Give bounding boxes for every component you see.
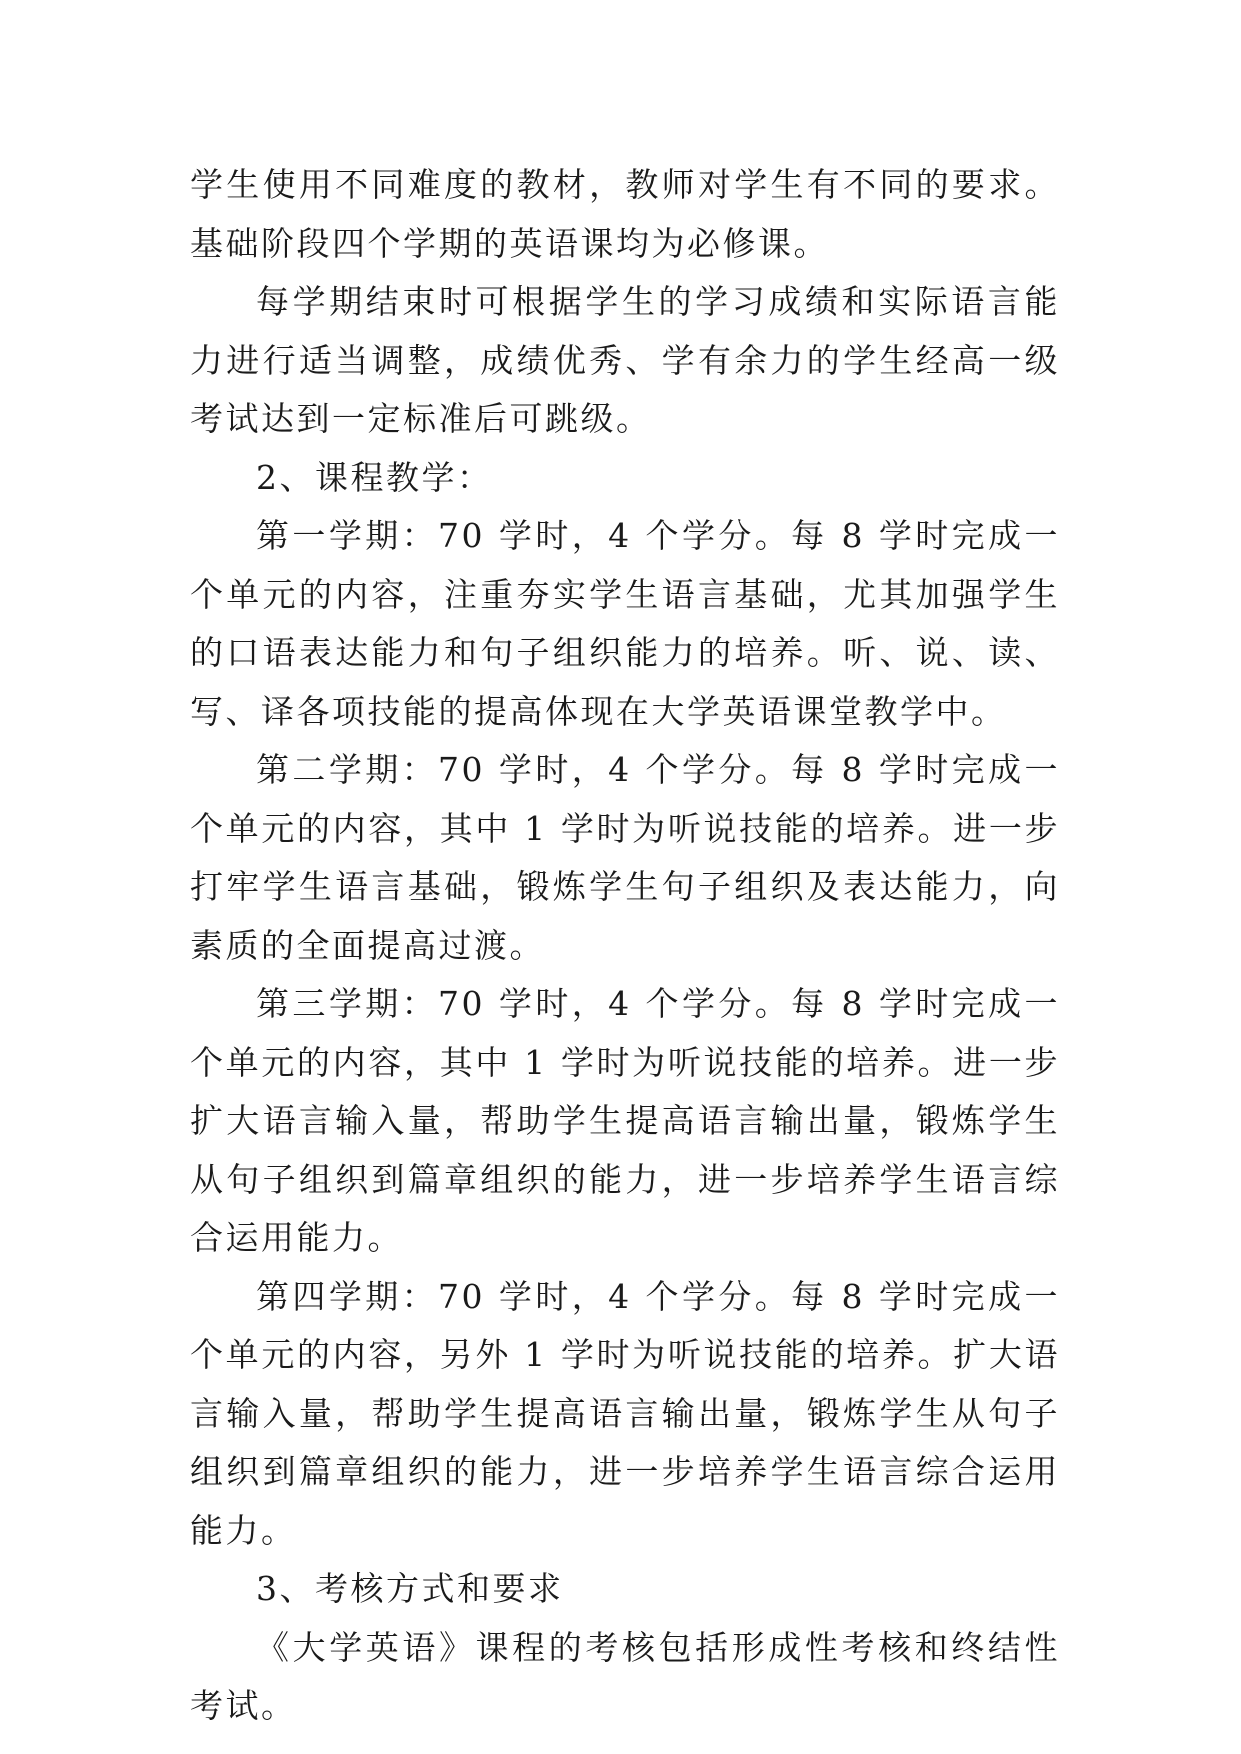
paragraph-semester-4: 第四学期：70 学时，4 个学分。每 8 学时完成一个单元的内容，另外 1 学时为听说技能的培养。扩大语言输入量，帮助学生提高语言输出量，锻炼学生从句子组织到篇章组织的能力，进一步培养学生语言综合运用能力。: [190, 1276, 1060, 1550]
paragraph-semester-1: 第一学期：70 学时，4 个学分。每 8 学时完成一个单元的内容，注重夯实学生语言基础，尤其加强学生的口语表达能力和句子组织能力的培养。听、说、读、写、译各项技能的提高体现在大学英语课堂教学中。: [190, 516, 1060, 731]
document-body: [190, 156, 1060, 1736]
paragraph-continuation: 学生使用不同难度的教材，教师对学生有不同的要求。基础阶段四个学期的英语课均为必修课。: [190, 165, 1060, 263]
paragraph-semester-2: 第二学期：70 学时，4 个学分。每 8 学时完成一个单元的内容，其中 1 学时为听说技能的培养。进一步打牢学生语言基础，锻炼学生句子组织及表达能力，向素质的全面提高过渡。: [190, 750, 1060, 965]
section-heading-assessment: 3、考核方式和要求: [256, 1569, 564, 1608]
paragraph-adjustment: 每学期结束时可根据学生的学习成绩和实际语言能力进行适当调整，成绩优秀、学有余力的学生经高一级考试达到一定标准后可跳级。: [190, 282, 1060, 438]
paragraph-semester-3: 第三学期：70 学时，4 个学分。每 8 学时完成一个单元的内容，其中 1 学时为听说技能的培养。进一步扩大语言输入量，帮助学生提高语言输出量，锻炼学生从句子组织到篇章组织的能力，进一步培养学生语言综合运用能力。: [190, 984, 1060, 1257]
paragraph-assessment: 《大学英语》课程的考核包括形成性考核和终结性考试。: [190, 1627, 1060, 1725]
section-heading-course-teaching: 2、课程教学：: [256, 457, 493, 497]
